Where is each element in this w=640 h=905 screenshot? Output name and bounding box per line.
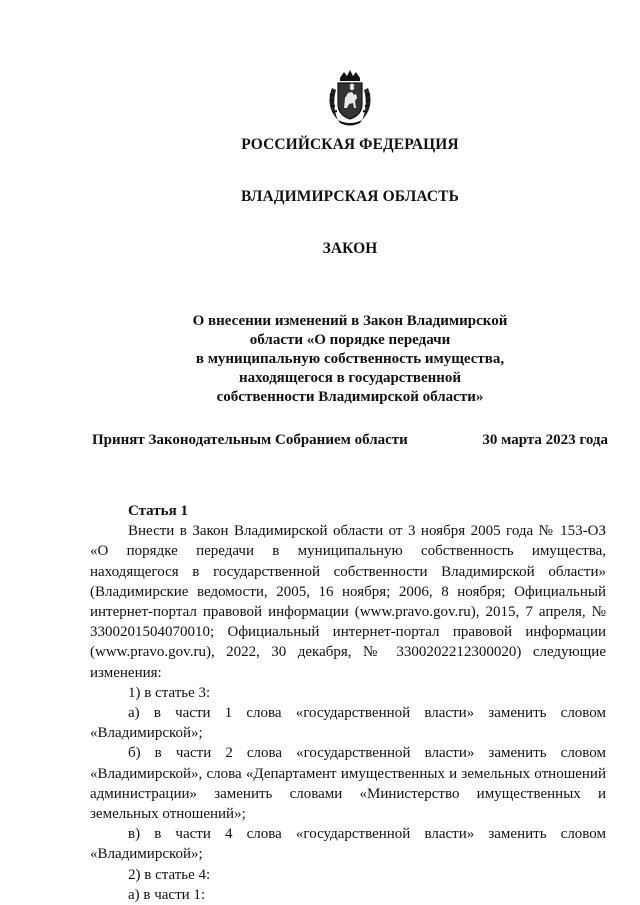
- law-title-line: собственности Владимирской области»: [216, 389, 484, 405]
- law-title-line: находящегося в государственной: [238, 370, 462, 386]
- law-title-line: в муниципальную собственность имущества,: [195, 351, 505, 367]
- coat-of-arms-icon: [326, 68, 374, 126]
- article-intro-paragraph: Внести в Закон Владимирской области от 3 ноября 2005 года № 153-ОЗ «О порядке передачи в муниципальную собственность имущества, находящегося в государственной собственности Владимирской области» (Владимирские ведомости, 2005, 16 ноября; 2006, 8 ноября; Официальный интернет-портал правовой информации (www.pravo.gov.ru), 2015, 7 апреля, № 3300201504070010; Официальный интернет-портал правовой информации (www.pravo.gov.ru), 2022, 30 декабря, № 3300202212300020) следующие изменения:: [90, 523, 606, 681]
- list-item: б) в части 2 слова «государственной власти» заменить словом «Владимирской», слова «Департамент имущественных и земельных отношений администрации» заменить словами «Министерство имущественных и земельных отношений»;: [90, 745, 606, 823]
- coat-of-arms-graphic: [326, 68, 374, 126]
- list-item: в) в части 4 слова «государственной власти» заменить словом «Владимирской»;: [90, 826, 606, 863]
- article-body: [90, 501, 606, 905]
- region-heading: ВЛАДИМИРСКАЯ ОБЛАСТЬ: [241, 188, 459, 205]
- list-item: а) в части 1 слова «государственной власти» заменить словом «Владимирской»;: [90, 705, 606, 742]
- adopted-by-text: Принят Законодательным Собранием области: [92, 432, 408, 448]
- law-title-line: О внесении изменений в Закон Владимирской: [192, 313, 508, 329]
- law-title-line: области «О порядке передачи: [249, 332, 451, 348]
- list-item: 1) в статье 3:: [128, 684, 211, 701]
- adoption-date: 30 марта 2023 года: [482, 432, 608, 448]
- article-heading: Статья 1: [128, 503, 188, 519]
- document-type-heading: ЗАКОН: [322, 240, 378, 257]
- country-heading: РОССИЙСКАЯ ФЕДЕРАЦИЯ: [241, 136, 459, 153]
- list-item: 2) в статье 4:: [128, 866, 211, 883]
- law-title: [180, 312, 520, 407]
- list-item: а) в части 1:: [128, 886, 206, 903]
